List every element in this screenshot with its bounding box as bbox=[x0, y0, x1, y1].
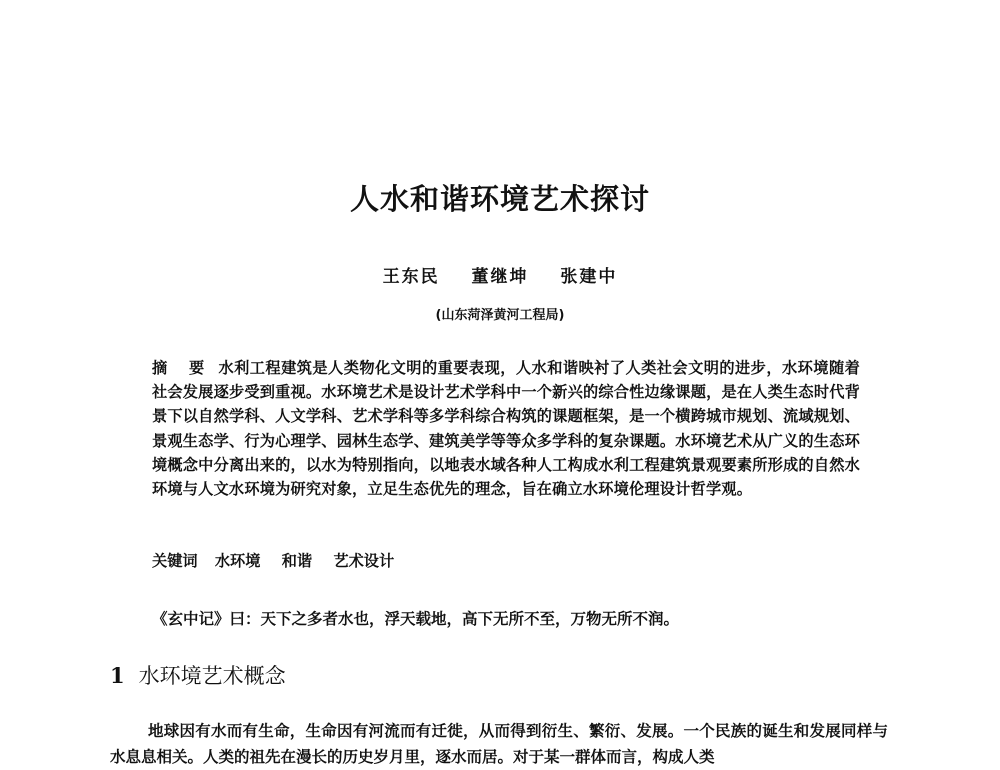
abstract bbox=[152, 356, 860, 501]
keywords-label: 关键词 bbox=[152, 552, 198, 570]
keywords bbox=[152, 550, 410, 571]
author-list bbox=[0, 262, 1000, 287]
section-title: 水环境艺术概念 bbox=[138, 664, 286, 688]
body-paragraph: 地球因有水而有生命，生命因有河流而有迁徙，从而得到衍生、繁衍、发展。一个民族的诞生和发展同样与水息息相关。人类的祖先在漫长的历史岁月里，逐水而居。对于某一群体而言，构成人类 bbox=[110, 721, 888, 766]
affiliation: (山东菏泽黄河工程局) bbox=[435, 308, 565, 323]
abstract-text: 水利工程建筑是人类物化文明的重要表现，人水和谐映衬了人类社会文明的进步，水环境随着社会发展逐步受到重视。水环境艺术是设计艺术学科中一个新兴的综合性边缘课题，是在人类生态时代背景下以自然学科、人文学科、艺术学科等多学科综合构筑的课题框架，是一个横跨城市规划、流域规划、景观生态学、行为心理学、园林生态学、建筑美学等等众多学科的复杂课题。水环境艺术从广义的生态环境概念中分离出来的，以水为特别指向，以地表水域各种人工构成水利工程建筑景观要素所形成的自然水环境与人文水环境为研究对象，立足生态优先的理念，旨在确立水环境伦理设计哲学观。 bbox=[152, 359, 860, 499]
paper-title: 人水和谐环境艺术探讨 bbox=[349, 182, 650, 216]
epigraph-quote: 《玄中记》曰：天下之多者水也，浮天载地，高下无所不至，万物无所不润。 bbox=[152, 609, 680, 628]
author-name: 董继坤 bbox=[471, 267, 529, 287]
keyword: 艺术设计 bbox=[333, 552, 395, 570]
section-heading bbox=[110, 660, 286, 690]
keyword: 水环境 bbox=[214, 552, 261, 570]
author-name: 王东民 bbox=[382, 267, 440, 287]
abstract-label: 摘 要 bbox=[152, 359, 213, 377]
section-number: 1 bbox=[110, 663, 125, 688]
keyword: 和谐 bbox=[281, 552, 313, 570]
author-name: 张建中 bbox=[560, 267, 618, 287]
